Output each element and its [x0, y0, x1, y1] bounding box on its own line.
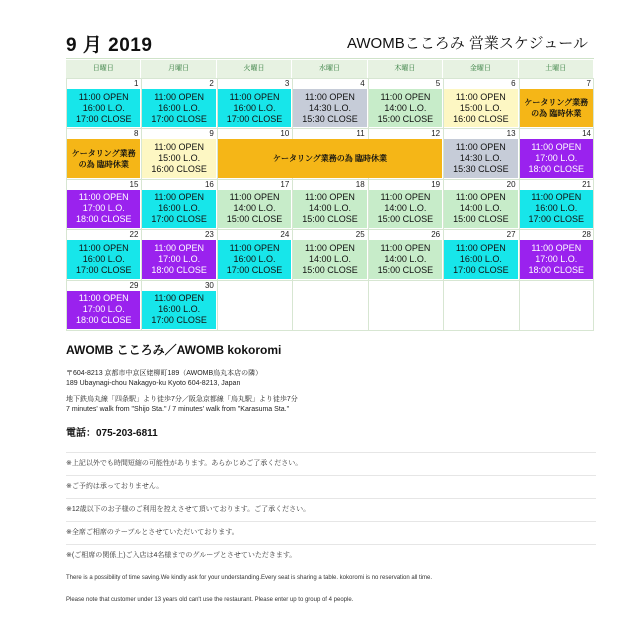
schedule-cell — [218, 89, 291, 127]
schedule-cell — [369, 89, 442, 127]
catering-closure-banner — [218, 139, 442, 177]
schedule-line: 11:00 OPEN — [305, 192, 355, 203]
schedule-line: 15:00 CLOSE — [377, 214, 434, 225]
schedule-cell — [444, 240, 517, 278]
schedule-line: 16:00 CLOSE — [151, 164, 207, 175]
closed-label: ケータリング業務の為 臨時休業 — [272, 154, 388, 164]
day-number: 29 — [129, 280, 139, 290]
day-number: 21 — [582, 179, 591, 189]
closed-label: ケータリング業務 — [524, 98, 589, 108]
schedule-line: 16:00 L.O. — [459, 253, 502, 264]
schedule-line: 18:00 CLOSE — [528, 164, 585, 175]
schedule-line: 17:00 CLOSE — [75, 113, 132, 124]
address-en: 189 Ubaynagi-chou Nakagyo-ku Kyoto 604-8213, Japan — [66, 380, 241, 387]
weekday-header: 木曜日 — [368, 60, 443, 78]
day-number: 8 — [133, 129, 139, 139]
day-number: 1 — [133, 79, 139, 88]
schedule-line: 11:00 OPEN — [380, 242, 431, 253]
schedule-line: 17:00 CLOSE — [151, 214, 207, 225]
weekday-header: 月曜日 — [141, 60, 216, 78]
weekday-header: 金曜日 — [443, 60, 518, 78]
schedule-line: 11:00 OPEN — [305, 242, 355, 253]
schedule-line: 16:00 L.O. — [158, 203, 201, 214]
schedule-line: 17:00 CLOSE — [453, 264, 509, 275]
schedule-line: 11:00 OPEN — [154, 142, 205, 153]
schedule-cell — [444, 89, 517, 127]
header-divider — [66, 58, 594, 59]
note-item: ※12歳以下のお子様のご利用を控えさせて頂いております。ご了承ください。 — [66, 498, 596, 521]
schedule-line: 15:00 L.O. — [158, 153, 201, 164]
weekday-header: 火曜日 — [217, 60, 292, 78]
schedule-line: 14:00 L.O. — [384, 253, 427, 264]
day-number: 2 — [209, 79, 214, 88]
day-number: 23 — [204, 230, 214, 240]
schedule-line: 11:00 OPEN — [455, 91, 506, 102]
schedule-line: 18:00 CLOSE — [75, 214, 132, 225]
schedule-line: 11:00 OPEN — [455, 192, 506, 203]
schedule-line: 15:30 CLOSE — [453, 164, 509, 175]
schedule-cell — [142, 139, 215, 177]
schedule-line: 14:30 L.O. — [308, 102, 351, 113]
schedule-cell — [67, 190, 140, 228]
schedule-cell — [142, 89, 215, 127]
day-number: 14 — [582, 129, 591, 139]
closed-label: の為 臨時休業 — [531, 109, 582, 119]
day-number: 13 — [506, 129, 516, 139]
schedule-line: 11:00 OPEN — [531, 192, 582, 203]
schedule-cell — [67, 240, 140, 278]
schedule-cell — [142, 240, 215, 278]
schedule-line: 17:00 L.O. — [82, 203, 125, 214]
day-number: 25 — [355, 230, 365, 240]
shop-info — [66, 341, 596, 439]
day-number: 19 — [431, 179, 441, 189]
schedule-line: 11:00 OPEN — [531, 142, 582, 153]
note-item: ※ご予約は承っておりません。 — [66, 475, 596, 498]
closed-day-cell — [520, 89, 593, 127]
schedule-line: 15:00 L.O. — [459, 102, 502, 113]
day-number: 20 — [506, 179, 516, 189]
schedule-line: 18:00 CLOSE — [151, 264, 207, 275]
schedule-cell — [218, 240, 291, 278]
notes — [66, 452, 596, 605]
schedule-line: 18:00 CLOSE — [528, 264, 585, 275]
schedule-cell — [520, 240, 593, 278]
schedule-line: 16:00 L.O. — [233, 253, 276, 264]
schedule-line: 17:00 CLOSE — [75, 264, 132, 275]
shop-name: AWOMB こころみ／AWOMB kokoromi — [66, 343, 282, 357]
day-number: 18 — [355, 179, 365, 189]
schedule-line: 11:00 OPEN — [154, 91, 205, 102]
note-en: Please note that customer under 13 years old can't use the restaurant. Please enter up to group of 4 people. — [66, 597, 354, 603]
schedule-line: 11:00 OPEN — [305, 91, 355, 102]
schedule-cell — [218, 190, 291, 228]
schedule-line: 14:00 L.O. — [384, 203, 427, 214]
schedule-cell — [293, 240, 366, 278]
schedule-cell — [520, 190, 593, 228]
note-item: ※(ご相席の関係上)ご入店は4名様までのグループとさせていただきます。 — [66, 544, 596, 567]
schedule-line: 17:00 CLOSE — [151, 113, 207, 124]
schedule-line: 18:00 CLOSE — [75, 315, 132, 326]
day-number: 11 — [356, 129, 365, 139]
day-number: 6 — [511, 79, 516, 88]
schedule-cell — [444, 190, 517, 228]
schedule-line: 15:00 CLOSE — [302, 214, 358, 225]
closed-label: ケータリング業務 — [71, 148, 136, 158]
weekday-header: 日曜日 — [66, 60, 141, 78]
note-item: ※上記以外でも時間短縮の可能性があります。あらかじめご了承ください。 — [66, 452, 596, 475]
day-number: 15 — [129, 179, 139, 189]
schedule-cell — [67, 89, 140, 127]
schedule-line: 16:00 L.O. — [82, 102, 125, 113]
day-number: 16 — [204, 179, 214, 189]
schedule-line: 17:00 L.O. — [158, 253, 201, 264]
day-number: 26 — [431, 230, 441, 240]
schedule-line: 14:30 L.O. — [459, 153, 502, 164]
schedule-cell — [369, 240, 442, 278]
phone-number: 電話：075-203-6811 — [66, 428, 158, 439]
schedule-cell — [142, 190, 215, 228]
weekday-header: 水曜日 — [292, 60, 367, 78]
schedule-line: 16:00 L.O. — [82, 253, 125, 264]
day-number: 9 — [209, 129, 214, 139]
day-number: 27 — [506, 230, 516, 240]
schedule-line: 11:00 OPEN — [78, 293, 129, 304]
schedule-cell — [293, 89, 366, 127]
closed-day-cell — [67, 139, 140, 177]
schedule-line: 17:00 CLOSE — [151, 315, 207, 326]
schedule-line: 11:00 OPEN — [154, 293, 205, 304]
note-item: ※全席ご相席のテーブルとさせていただいております。 — [66, 521, 596, 544]
schedule-line: 15:00 CLOSE — [377, 113, 434, 124]
schedule-line: 11:00 OPEN — [154, 242, 205, 253]
schedule-line: 14:00 L.O. — [233, 203, 276, 214]
schedule-line: 14:00 L.O. — [459, 203, 502, 214]
schedule-line: 14:00 L.O. — [384, 102, 427, 113]
schedule-title: AWOMBこころみ 営業スケジュール — [346, 35, 588, 52]
schedule-line: 11:00 OPEN — [455, 142, 506, 153]
schedule-line: 11:00 OPEN — [380, 192, 431, 203]
schedule-cell — [444, 139, 517, 177]
weekday-header: 土曜日 — [519, 60, 594, 78]
closed-label: の為 臨時休業 — [78, 159, 129, 169]
schedule-line: 15:00 CLOSE — [226, 214, 283, 225]
day-number: 30 — [204, 280, 214, 290]
day-number: 17 — [280, 179, 290, 189]
access-jp: 地下鉄烏丸線「四条駅」より徒歩7分／阪急京都線「烏丸駅」より徒歩7分 — [66, 396, 298, 403]
schedule-line: 11:00 OPEN — [78, 91, 129, 102]
schedule-cell — [520, 139, 593, 177]
day-number: 7 — [586, 79, 591, 88]
calendar — [66, 60, 594, 330]
schedule-cell — [67, 291, 140, 329]
day-number: 3 — [284, 79, 290, 88]
schedule-line: 17:00 CLOSE — [226, 113, 283, 124]
schedule-line: 14:00 L.O. — [308, 253, 351, 264]
schedule-line: 11:00 OPEN — [229, 192, 280, 203]
access-en: 7 minutes' walk from "Shijo Sta." / 7 minutes' walk from "Karasuma Sta." — [66, 406, 290, 413]
schedule-line: 11:00 OPEN — [229, 91, 280, 102]
address-jp: 〒604-8213 京都市中京区姥柳町189（AWOMB烏丸本店の隣） — [66, 370, 263, 377]
schedule-line: 15:00 CLOSE — [453, 214, 509, 225]
schedule-line: 11:00 OPEN — [229, 242, 280, 253]
schedule-line: 17:00 CLOSE — [528, 214, 585, 225]
schedule-line: 15:30 CLOSE — [302, 113, 358, 124]
schedule-line: 17:00 CLOSE — [226, 264, 283, 275]
note-en: There is a possibility of time saving.We kindly ask for your understanding.Every seat is sharing a table. kokoromi is no reservation all time. — [66, 575, 433, 581]
day-number: 5 — [435, 79, 441, 88]
schedule-line: 16:00 L.O. — [233, 102, 276, 113]
day-number: 24 — [280, 230, 290, 240]
schedule-line: 11:00 OPEN — [154, 192, 205, 203]
day-number: 10 — [280, 129, 290, 139]
schedule-line: 16:00 L.O. — [158, 102, 201, 113]
schedule-line: 17:00 L.O. — [535, 253, 578, 264]
schedule-line: 11:00 OPEN — [380, 91, 431, 102]
schedule-line: 11:00 OPEN — [78, 192, 129, 203]
schedule-line: 17:00 L.O. — [535, 153, 578, 164]
schedule-line: 16:00 L.O. — [158, 304, 201, 315]
schedule-line: 14:00 L.O. — [308, 203, 351, 214]
day-number: 28 — [582, 230, 591, 240]
schedule-line: 11:00 OPEN — [455, 242, 506, 253]
schedule-line: 15:00 CLOSE — [377, 264, 434, 275]
schedule-line: 16:00 L.O. — [535, 203, 578, 214]
schedule-line: 15:00 CLOSE — [302, 264, 358, 275]
day-number: 4 — [360, 79, 365, 88]
day-number: 22 — [129, 230, 139, 240]
day-number: 12 — [431, 129, 441, 139]
schedule-line: 16:00 CLOSE — [453, 113, 509, 124]
schedule-cell — [369, 190, 442, 228]
schedule-cell — [142, 291, 215, 329]
schedule-cell — [293, 190, 366, 228]
schedule-line: 11:00 OPEN — [78, 242, 129, 253]
month-title: 9 月 2019 — [66, 35, 153, 56]
schedule-line: 11:00 OPEN — [531, 242, 582, 253]
schedule-line: 17:00 L.O. — [82, 304, 125, 315]
